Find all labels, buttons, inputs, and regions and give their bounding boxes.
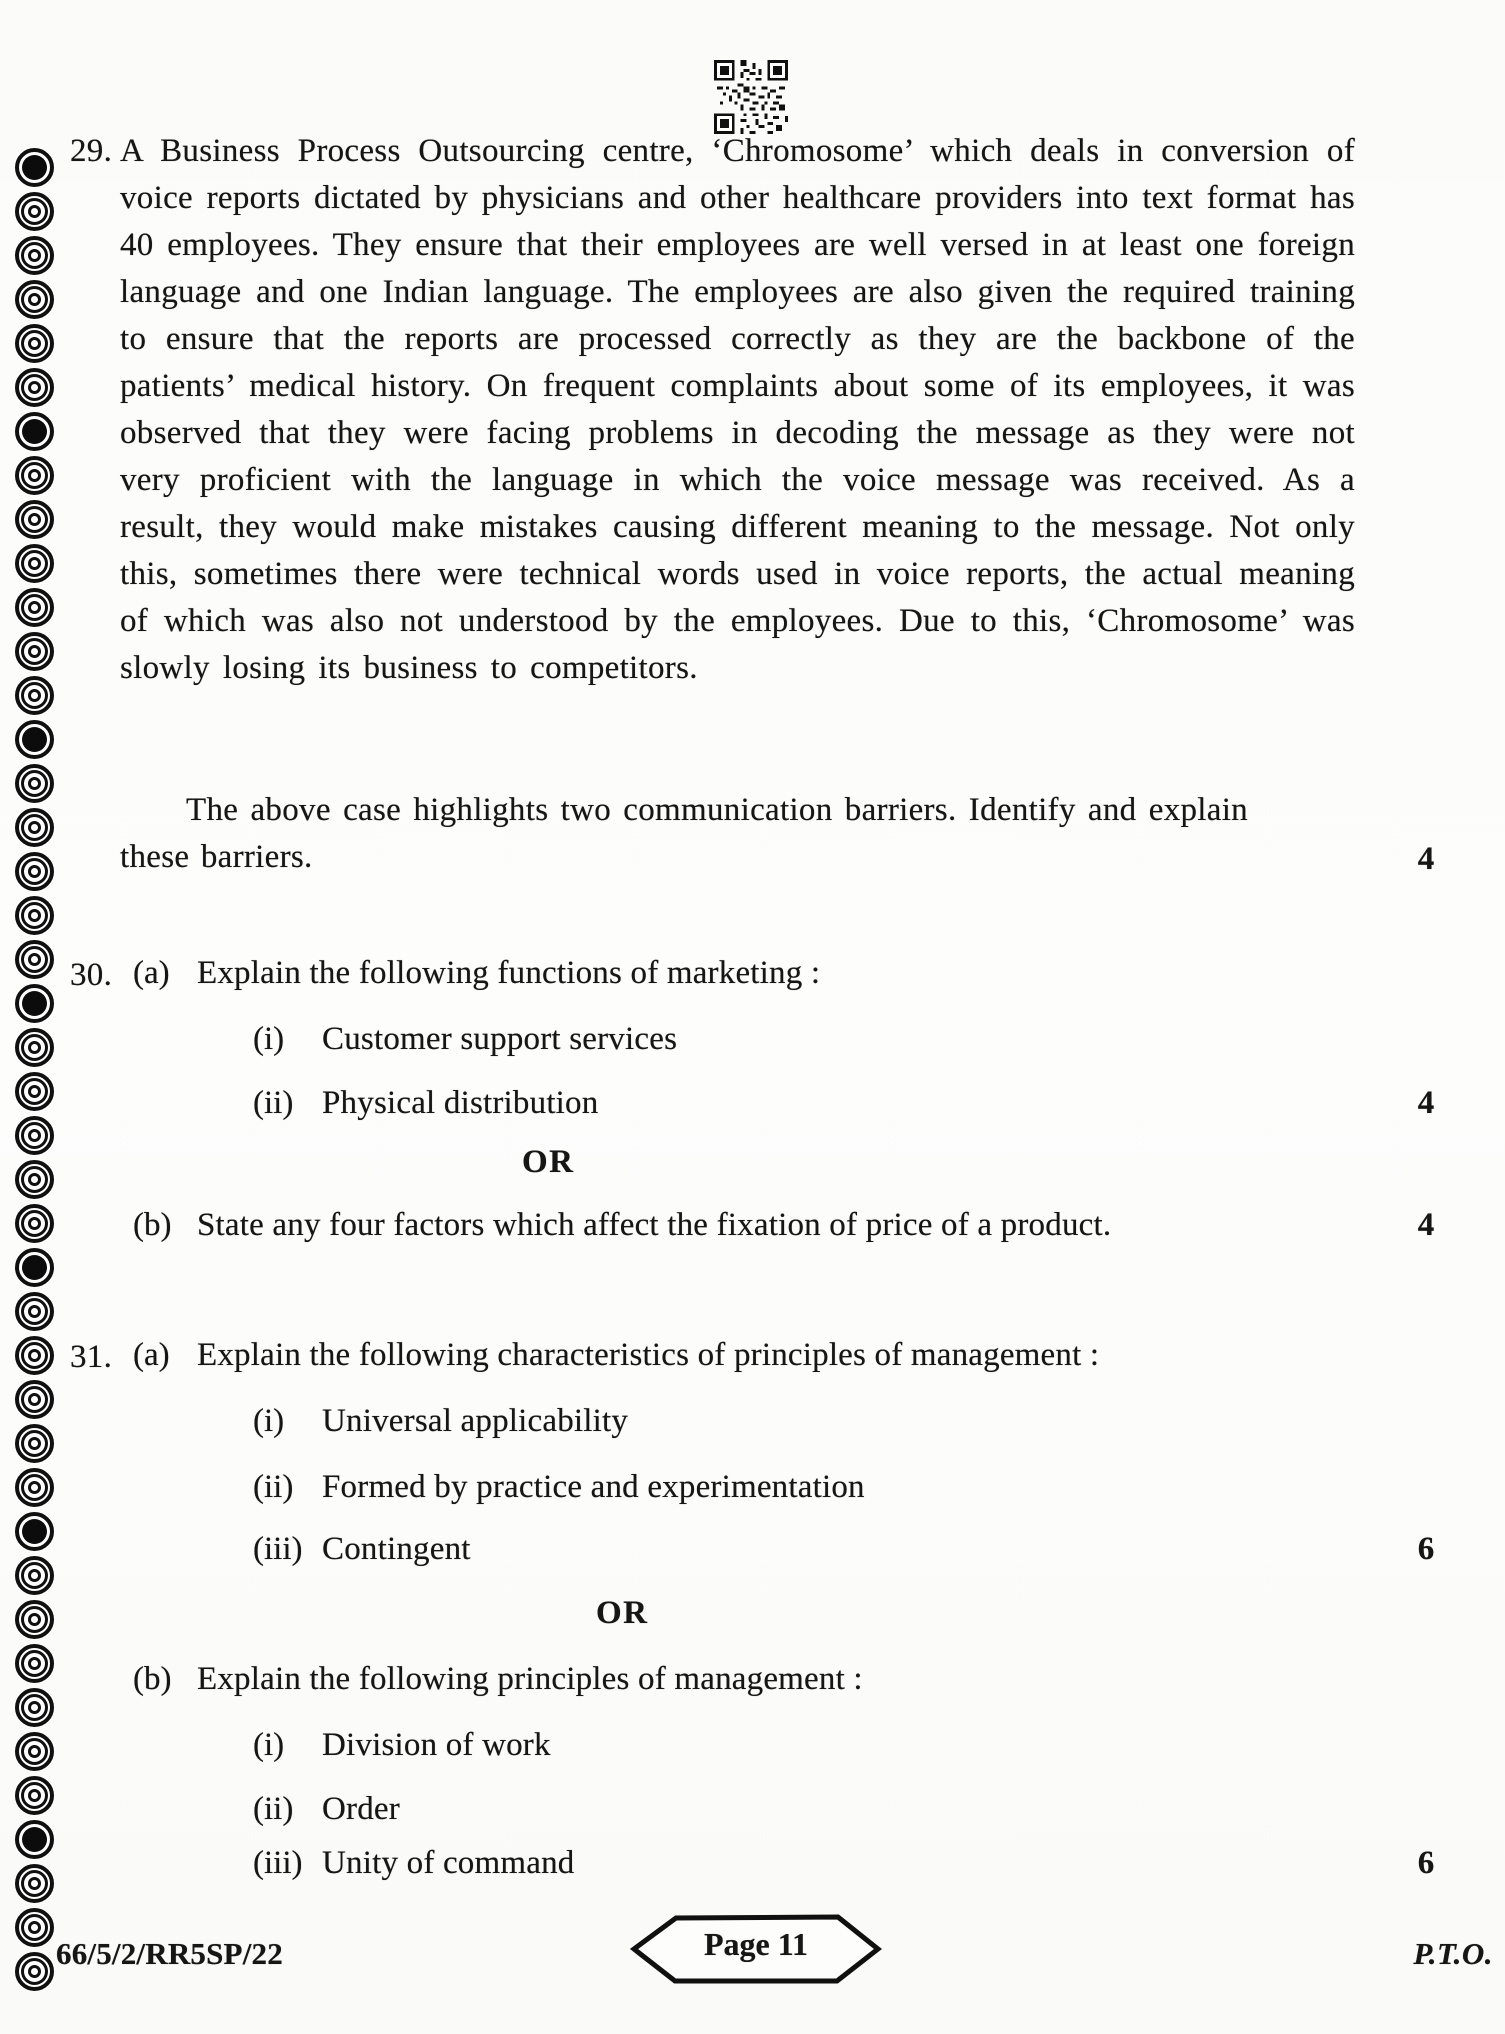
- question-30-or-separator: OR: [522, 1144, 575, 1180]
- binding-hole-ring: [15, 1380, 54, 1419]
- binding-hole-ring: [15, 676, 54, 715]
- binding-hole-ring: [15, 808, 54, 847]
- paper-code: 66/5/2/RR5SP/22: [56, 1936, 283, 1971]
- binding-hole-ring: [15, 764, 54, 803]
- binding-hole-ring: [15, 852, 54, 891]
- question-30b-label: (b): [133, 1207, 172, 1243]
- binding-hole-ring: [15, 236, 54, 275]
- binding-holes-decoration: [15, 148, 54, 1996]
- binding-hole-ring: [15, 1600, 54, 1639]
- binding-hole-ring: [15, 1468, 54, 1507]
- question-31b-label: (b): [133, 1661, 172, 1697]
- binding-hole-ring: [15, 500, 54, 539]
- binding-hole-filled: [15, 412, 54, 451]
- binding-hole-ring: [15, 1292, 54, 1331]
- question-30b-marks: 4: [1417, 1207, 1435, 1243]
- binding-hole-ring: [15, 1160, 54, 1199]
- binding-hole-ring: [15, 368, 54, 407]
- question-31b-text: Explain the following principles of management :: [197, 1661, 863, 1697]
- binding-hole-ring: [15, 1556, 54, 1595]
- question-31b-item-ii-label: (ii): [253, 1791, 294, 1827]
- binding-hole-ring: [15, 1864, 54, 1903]
- binding-hole-ring: [15, 544, 54, 583]
- question-30a-item-ii-text: Physical distribution: [322, 1085, 599, 1121]
- binding-hole-filled: [15, 1512, 54, 1551]
- binding-hole-ring: [15, 588, 54, 627]
- question-31a-item-i-label: (i): [253, 1403, 285, 1439]
- binding-hole-ring: [15, 1116, 54, 1155]
- binding-hole-ring: [15, 940, 54, 979]
- binding-hole-ring: [15, 1336, 54, 1375]
- binding-hole-ring: [15, 1644, 54, 1683]
- question-31a-item-i-text: Universal applicability: [322, 1403, 629, 1439]
- question-29-number: 29.: [70, 133, 113, 169]
- question-31a-item-ii-label: (ii): [253, 1469, 294, 1505]
- question-29-marks: 4: [1417, 841, 1435, 877]
- question-30a-label: (a): [133, 955, 170, 991]
- question-31b-item-iii-label: (iii): [253, 1845, 303, 1881]
- binding-hole-filled: [15, 1248, 54, 1287]
- binding-hole-ring: [15, 1908, 54, 1947]
- binding-hole-ring: [15, 1776, 54, 1815]
- question-31b-item-i-text: Division of work: [322, 1727, 551, 1763]
- binding-hole-ring: [15, 1204, 54, 1243]
- binding-hole-ring: [15, 1028, 54, 1067]
- binding-hole-ring: [15, 632, 54, 671]
- question-30-number: 30.: [70, 957, 113, 993]
- binding-hole-ring: [15, 1732, 54, 1771]
- binding-hole-filled: [15, 984, 54, 1023]
- binding-hole-ring: [15, 324, 54, 363]
- question-30a-marks: 4: [1417, 1085, 1435, 1121]
- question-31-or-separator: OR: [596, 1595, 649, 1631]
- question-31a-label: (a): [133, 1337, 170, 1373]
- page-number-label: Page 11: [704, 1926, 808, 1962]
- question-31a-item-iii-label: (iii): [253, 1531, 303, 1567]
- question-31b-item-ii-text: Order: [322, 1791, 400, 1827]
- question-30a-item-ii-label: (ii): [253, 1085, 294, 1121]
- question-31a-text: Explain the following characteristics of principles of management :: [197, 1337, 1100, 1373]
- binding-hole-filled: [15, 1820, 54, 1859]
- question-29-followup-text: The above case highlights two communication barriers. Identify and explain these barriers.: [120, 792, 1248, 875]
- qr-code: [712, 60, 790, 134]
- question-29-case-text: A Business Process Outsourcing centre, ‘Chromosome’ which deals in conversion of voice reports dictated by physicians and other healthcare providers into text format has 40 employees. They ensure that their employees are well versed in at least one foreign language and one Indian language. The employees are also given the required training to ensure that the reports are processed correctly as they are the backbone of the patients’ medical history. On frequent complaints about some of its employees, it was observed that they were facing problems in decoding the message as they were not very proficient with the language in which the voice message was received. As a result, they would make mistakes causing different meaning to the message. Not only this, sometimes there were technical words used in voice reports, the actual meaning of which was also not understood by the employees. Due to this, ‘Chromosome’ was slowly losing its business to competitors.: [120, 133, 1355, 686]
- binding-hole-ring: [15, 896, 54, 935]
- binding-hole-ring: [15, 456, 54, 495]
- question-31a-marks: 6: [1417, 1531, 1435, 1567]
- page-number-badge: [630, 1912, 882, 1986]
- binding-hole-ring: [15, 192, 54, 231]
- question-31b-item-iii-text: Unity of command: [322, 1845, 575, 1881]
- question-31-number: 31.: [70, 1339, 113, 1375]
- question-30a-item-i-label: (i): [253, 1021, 285, 1057]
- question-31a-item-iii-text: Contingent: [322, 1531, 471, 1567]
- question-30b-text: State any four factors which affect the fixation of price of a product.: [197, 1207, 1112, 1243]
- binding-hole-ring: [15, 1072, 54, 1111]
- question-30a-text: Explain the following functions of marketing :: [197, 955, 821, 991]
- pto-label: P.T.O.: [1413, 1936, 1493, 1971]
- question-30a-item-i-text: Customer support services: [322, 1021, 678, 1057]
- binding-hole-ring: [15, 1424, 54, 1463]
- binding-hole-ring: [15, 1688, 54, 1727]
- binding-hole-filled: [15, 720, 54, 759]
- question-31b-item-i-label: (i): [253, 1727, 285, 1763]
- binding-hole-filled: [15, 148, 54, 187]
- binding-hole-ring: [15, 1952, 54, 1991]
- question-31a-item-ii-text: Formed by practice and experimentation: [322, 1469, 865, 1505]
- question-31b-marks: 6: [1417, 1845, 1435, 1881]
- binding-hole-ring: [15, 280, 54, 319]
